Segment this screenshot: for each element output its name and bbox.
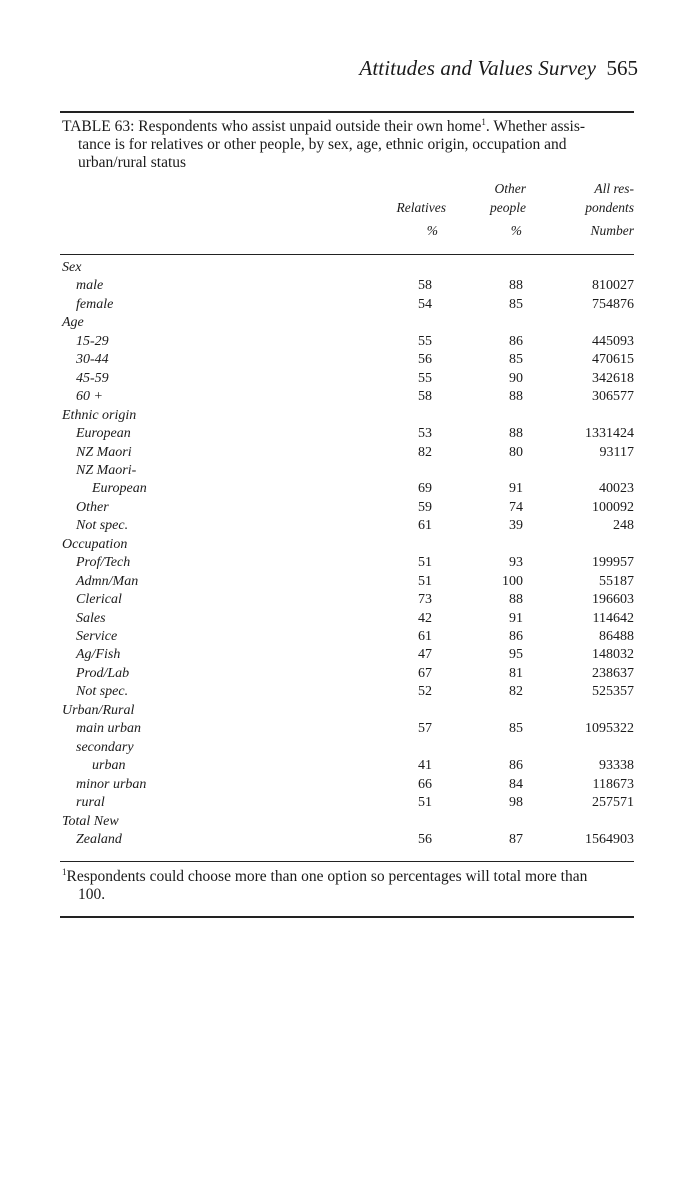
table-row	[0, 334, 700, 353]
row-group-label: Ethnic origin	[62, 407, 137, 423]
table-row	[0, 408, 700, 427]
cell-all-respondents: 238637	[592, 665, 634, 681]
row-label: minor urban	[76, 776, 147, 792]
cell-all-respondents: 1331424	[585, 426, 634, 442]
footnote-rule	[60, 861, 634, 862]
row-label: urban	[92, 758, 126, 774]
table-row	[0, 518, 700, 537]
cell-all-respondents: 1095322	[585, 721, 634, 737]
table-row	[0, 629, 700, 648]
cell-all-respondents: 810027	[592, 278, 634, 294]
table-row	[0, 611, 700, 630]
footnote-line-1: Respondents could choose more than one option so percentages will total more than	[66, 868, 588, 885]
cell-relatives: 55	[418, 370, 432, 386]
row-label: Ag/Fish	[76, 647, 121, 663]
row-group-label: Total New	[62, 813, 119, 829]
cell-other-people: 88	[509, 389, 523, 405]
footnote	[62, 868, 636, 904]
cell-all-respondents: 100092	[592, 499, 634, 515]
cell-relatives: 67	[418, 665, 432, 681]
row-label: Sales	[76, 610, 106, 626]
table-row	[0, 389, 700, 408]
column-unit-other: %	[510, 223, 522, 238]
cell-all-respondents: 114642	[592, 610, 634, 626]
cell-other-people: 84	[509, 776, 523, 792]
row-group-label: Urban/Rural	[62, 702, 135, 718]
table-row	[0, 795, 700, 814]
caption-line-1: TABLE 63: Respondents who assist unpaid outside their own home	[62, 118, 482, 135]
table-caption	[62, 118, 636, 172]
cell-all-respondents: 248	[613, 518, 634, 534]
column-label-all-2: pondents	[585, 200, 634, 215]
cell-all-respondents: 470615	[592, 352, 634, 368]
cell-other-people: 93	[509, 555, 523, 571]
row-label: NZ Maori-	[76, 462, 137, 478]
cell-relatives: 61	[418, 518, 432, 534]
cell-other-people: 86	[509, 333, 523, 349]
cell-relatives: 51	[418, 555, 432, 571]
table-row	[0, 592, 700, 611]
cell-all-respondents: 1564903	[585, 831, 634, 847]
cell-all-respondents: 196603	[592, 592, 634, 608]
cell-other-people: 87	[509, 831, 523, 847]
cell-relatives: 47	[418, 647, 432, 663]
table-row	[0, 371, 700, 390]
cell-relatives: 53	[418, 426, 432, 442]
cell-relatives: 69	[418, 481, 432, 497]
table-row	[0, 684, 700, 703]
row-label: Service	[76, 629, 118, 644]
cell-other-people: 85	[509, 296, 523, 312]
cell-all-respondents: 148032	[592, 647, 634, 663]
table-row	[0, 445, 700, 464]
cell-other-people: 90	[509, 370, 523, 386]
cell-relatives: 61	[418, 629, 432, 644]
column-unit-all: Number	[590, 223, 634, 238]
cell-other-people: 91	[509, 481, 523, 497]
cell-all-respondents: 199957	[592, 555, 634, 571]
cell-all-respondents: 86488	[599, 629, 634, 644]
cell-relatives: 41	[418, 758, 432, 774]
row-label: Clerical	[76, 592, 122, 608]
table-row	[0, 758, 700, 777]
footnote-marker: 1	[62, 866, 67, 877]
cell-all-respondents: 525357	[592, 684, 634, 700]
cell-all-respondents: 257571	[592, 795, 634, 811]
cell-other-people: 91	[509, 610, 523, 626]
row-label: Not spec.	[76, 684, 129, 700]
cell-all-respondents: 55187	[599, 573, 634, 589]
row-label: 60 +	[76, 389, 103, 405]
caption-footnote-marker: 1	[481, 116, 486, 127]
table-row	[0, 260, 700, 279]
page-header	[0, 54, 700, 90]
cell-all-respondents: 93338	[599, 758, 634, 774]
cell-all-respondents: 40023	[599, 481, 634, 497]
cell-all-respondents: 754876	[592, 296, 634, 312]
row-group-label: Sex	[62, 260, 82, 275]
cell-relatives: 58	[418, 389, 432, 405]
cell-relatives: 58	[418, 278, 432, 294]
column-unit-relatives: %	[426, 223, 438, 238]
table-row	[0, 463, 700, 482]
caption-line-1-tail: . Whether assis-	[485, 118, 586, 135]
table-row	[0, 555, 700, 574]
table-row	[0, 426, 700, 445]
cell-relatives: 66	[418, 776, 432, 792]
row-label: European	[92, 481, 147, 497]
column-header-relatives	[397, 198, 446, 240]
page-number: 565	[606, 56, 638, 80]
table-row	[0, 666, 700, 685]
caption-line-2: tance is for relatives or other people, by sex, age, ethnic origin, occupation and	[78, 136, 567, 153]
cell-other-people: 39	[509, 518, 523, 534]
row-label: male	[76, 278, 104, 294]
table-top-rule	[60, 111, 634, 113]
cell-relatives: 52	[418, 684, 432, 700]
cell-all-respondents: 342618	[592, 370, 634, 386]
running-title: Attitudes and Values Survey	[359, 56, 596, 80]
table-row	[0, 537, 700, 556]
table-row	[0, 352, 700, 371]
caption-line-3: urban/rural status	[78, 154, 187, 171]
cell-relatives: 42	[418, 610, 432, 626]
cell-other-people: 80	[509, 444, 523, 460]
cell-other-people: 74	[509, 499, 523, 515]
footnote-line-2: 100.	[78, 886, 106, 903]
row-label: Prod/Lab	[76, 665, 130, 681]
cell-all-respondents: 445093	[592, 333, 634, 349]
row-label: main urban	[76, 721, 141, 737]
cell-other-people: 95	[509, 647, 523, 663]
table-row	[0, 703, 700, 722]
table-row	[0, 647, 700, 666]
page-bottom-rule	[60, 916, 634, 918]
cell-all-respondents: 118673	[592, 776, 634, 792]
table-row	[0, 832, 700, 851]
cell-other-people: 88	[509, 592, 523, 608]
table-row	[0, 297, 700, 316]
table-row	[0, 315, 700, 334]
cell-other-people: 85	[509, 352, 523, 368]
row-label: rural	[76, 795, 105, 811]
cell-other-people: 88	[509, 278, 523, 294]
row-label: 30-44	[76, 352, 109, 368]
cell-all-respondents: 93117	[599, 444, 634, 460]
table-row	[0, 740, 700, 759]
column-header-other-people	[490, 179, 526, 240]
row-group-label: Age	[62, 315, 84, 331]
table-row	[0, 574, 700, 593]
cell-all-respondents: 306577	[592, 389, 634, 405]
cell-relatives: 82	[418, 444, 432, 460]
cell-relatives: 55	[418, 333, 432, 349]
cell-relatives: 51	[418, 573, 432, 589]
row-label: Not spec.	[76, 518, 129, 534]
row-label: female	[76, 296, 114, 312]
table-row	[0, 481, 700, 500]
row-label: European	[76, 426, 131, 442]
row-label: secondary	[76, 739, 134, 755]
cell-relatives: 73	[418, 592, 432, 608]
row-label: Admn/Man	[76, 573, 139, 589]
row-label: Other	[76, 499, 109, 515]
table-row	[0, 500, 700, 519]
table-row	[0, 721, 700, 740]
row-label: NZ Maori	[76, 444, 132, 460]
cell-relatives: 51	[418, 795, 432, 811]
table-row	[0, 777, 700, 796]
column-label-relatives: Relatives	[396, 200, 446, 215]
row-label: Zealand	[76, 831, 122, 847]
cell-other-people: 85	[509, 721, 523, 737]
row-label: Prof/Tech	[76, 555, 131, 571]
table-row	[0, 278, 700, 297]
cell-relatives: 57	[418, 721, 432, 737]
cell-relatives: 56	[418, 352, 432, 368]
cell-other-people: 81	[509, 665, 523, 681]
header-rule	[60, 254, 634, 255]
cell-other-people: 86	[509, 758, 523, 774]
column-label-all-1: All res-	[594, 181, 634, 196]
column-label-other-2: people	[490, 200, 526, 215]
column-header-all-respondents	[585, 179, 634, 240]
cell-relatives: 59	[418, 499, 432, 515]
cell-other-people: 82	[509, 684, 523, 700]
cell-other-people: 98	[509, 795, 523, 811]
row-label: 45-59	[76, 370, 109, 386]
cell-relatives: 54	[418, 296, 432, 312]
cell-other-people: 88	[509, 426, 523, 442]
row-group-label: Occupation	[62, 536, 128, 552]
cell-relatives: 56	[418, 831, 432, 847]
table-row	[0, 814, 700, 833]
cell-other-people: 100	[502, 573, 523, 589]
cell-other-people: 86	[509, 629, 523, 644]
column-label-other-1: Other	[494, 181, 526, 196]
row-label: 15-29	[76, 333, 109, 349]
